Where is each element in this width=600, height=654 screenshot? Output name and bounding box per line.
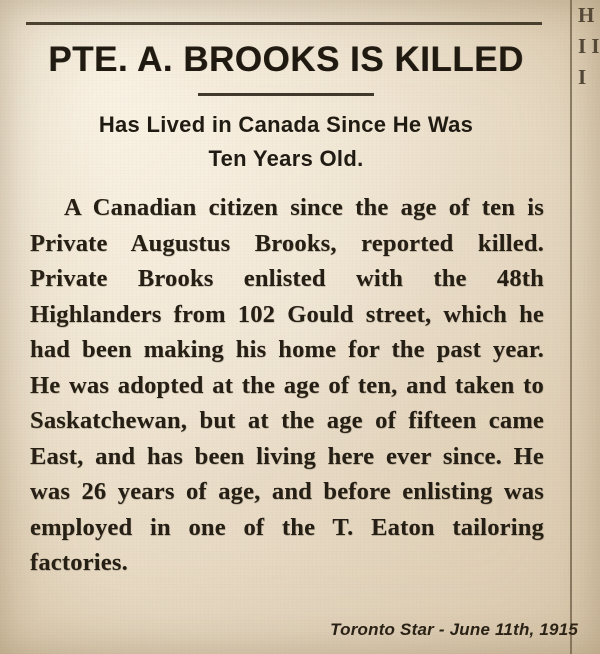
headline-divider-rule	[198, 93, 374, 96]
subheadline-line-1: Has Lived in Canada Since He Was	[98, 112, 474, 137]
top-divider-rule	[26, 22, 542, 25]
column-divider-rule	[570, 0, 572, 654]
adjacent-column-fragment: H I I I	[578, 3, 600, 89]
article-body-text: A Canadian citizen since the age of ten is Private Augustus Brooks, reported killed. Private Brooks enlisted with the 48th Highlanders from 102 Gould street, which he had been making his home for the past year. He was adopted at the age of ten, and taken to Saskatchewan, but at the age of fifteen came East, and has been living here ever since. He was 26 years of age, and before enlisting was employed in one of the T. Eaton tailoring factories.	[30, 194, 544, 576]
subheadline-line-2: Ten Years Old.	[208, 146, 364, 171]
source-caption: Toronto Star - June 11th, 1915	[330, 620, 578, 639]
page-title: PTE. A. BROOKS IS KILLED	[48, 40, 524, 79]
subheadline	[34, 108, 538, 176]
article-body	[30, 190, 544, 581]
